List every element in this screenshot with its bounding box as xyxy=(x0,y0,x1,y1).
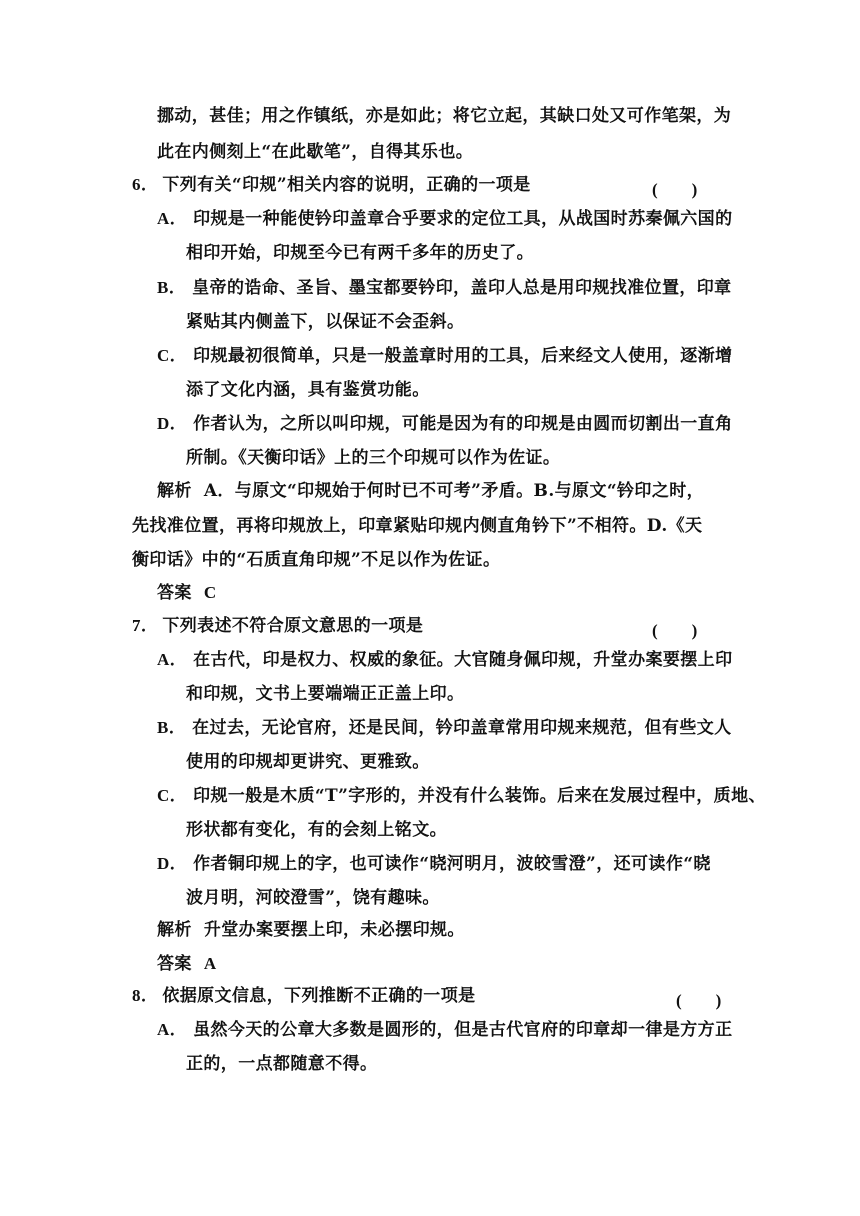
option-a-cont: 相印开始，印规至今已有两千多年的历史了。 xyxy=(186,243,534,263)
option-letter: D． xyxy=(157,854,188,873)
option-a xyxy=(157,209,732,229)
option-text: 印规是一种能使钤印盖章合乎要求的定位工具，从战国时苏秦佩六国的 xyxy=(193,209,733,229)
answer-label: 答案 xyxy=(157,954,192,974)
option-a-cont: 正的，一点都随意不得。 xyxy=(186,1054,378,1074)
option-letter: B． xyxy=(157,718,187,737)
intro-line-1: 挪动，甚佳；用之作镇纸，亦是如此；将它立起，其缺口处又可作笔架，为 xyxy=(157,106,732,126)
option-d-cont: 波月明，河皎澄雪”，饶有趣味。 xyxy=(186,888,440,908)
analysis-6-cont-1: 先找准位置，再将印规放上，印章紧贴印规内侧直角钤下”不相符。D.《天 xyxy=(132,516,703,536)
option-a xyxy=(157,1020,732,1040)
option-a xyxy=(157,650,732,670)
answer-blank: ( ) xyxy=(652,621,698,640)
option-b-cont: 使用的印规却更讲究、更雅致。 xyxy=(186,752,430,772)
analysis-label: 解析 xyxy=(157,481,192,501)
option-c-cont: 添了文化内涵，具有鉴赏功能。 xyxy=(186,380,430,400)
answer-label: 答案 xyxy=(157,583,192,603)
option-c xyxy=(157,346,732,366)
option-a-cont: 和印规，文书上要端端正正盖上印。 xyxy=(186,684,465,704)
option-text: 印规一般是木质“T”字形的，并没有什么装饰。后来在发展过程中，质地、 xyxy=(193,786,766,806)
option-text: 虽然今天的公章大多数是圆形的，但是古代官府的印章却一律是方方正 xyxy=(193,1020,733,1040)
question-number: 7． xyxy=(132,616,159,635)
option-d xyxy=(157,854,711,874)
question-text: 依据原文信息，下列推断不正确的一项是 xyxy=(162,986,476,1006)
option-letter: A． xyxy=(157,650,188,669)
answer-6 xyxy=(157,583,217,603)
option-b-cont: 紧贴其内侧盖下，以保证不会歪斜。 xyxy=(186,312,465,332)
question-number: 8． xyxy=(132,986,159,1005)
option-d xyxy=(157,414,732,434)
option-b xyxy=(157,718,732,738)
option-text: 在古代，印是权力、权威的象征。大官随身佩印规，升堂办案要摆上印 xyxy=(193,650,733,670)
analysis-label: 解析 xyxy=(157,920,192,940)
question-6-stem xyxy=(132,175,531,195)
option-d-cont: 所制。《天衡印话》上的三个印规可以作为佐证。 xyxy=(186,448,561,468)
analysis-6-cont-2: 衡印话》中的“石质直角印规”不足以作为佐证。 xyxy=(132,550,501,570)
option-c-cont: 形状都有变化，有的会刻上铭文。 xyxy=(186,820,447,840)
answer-7 xyxy=(157,954,217,974)
option-text: 皇帝的诰命、圣旨、墨宝都要钤印，盖印人总是用印规找准位置，印章 xyxy=(192,278,732,298)
analysis-text: A．与原文“印规始于何时已不可考”矛盾。B.与原文“钤印之时， xyxy=(203,481,705,501)
option-text: 印规最初很简单，只是一般盖章时用的工具，后来经文人使用，逐渐增 xyxy=(193,346,733,366)
option-letter: C． xyxy=(157,786,188,805)
option-text: 作者认为，之所以叫印规，可能是因为有的印规是由圆而切割出一直角 xyxy=(193,414,733,434)
analysis-6 xyxy=(157,481,704,501)
question-8-stem xyxy=(132,986,476,1006)
option-c xyxy=(157,786,766,806)
intro-line-2: 此在内侧刻上“在此歇笔”，自得其乐也。 xyxy=(157,142,474,162)
answer-blank: ( ) xyxy=(652,180,698,199)
option-letter: B． xyxy=(157,278,187,297)
option-b xyxy=(157,278,732,298)
answer-value: C xyxy=(203,583,217,602)
question-number: 6． xyxy=(132,175,159,194)
option-text: 作者铜印规上的字，也可读作“晓河明月，波皎雪澄”，还可读作“晓 xyxy=(193,854,711,874)
answer-value: A xyxy=(203,954,217,973)
option-letter: D． xyxy=(157,414,188,433)
question-text: 下列有关“印规”相关内容的说明，正确的一项是 xyxy=(162,175,531,195)
answer-blank: ( ) xyxy=(676,991,722,1010)
option-text: 在过去，无论官府，还是民间，钤印盖章常用印规来规范，但有些文人 xyxy=(192,718,732,738)
question-text: 下列表述不符合原文意思的一项是 xyxy=(162,616,424,636)
option-letter: A． xyxy=(157,1020,188,1039)
option-letter: A． xyxy=(157,209,188,228)
option-letter: C． xyxy=(157,346,188,365)
analysis-text: 升堂办案要摆上印，未必摆印规。 xyxy=(203,920,465,940)
analysis-7 xyxy=(157,920,465,940)
question-7-stem xyxy=(132,616,423,636)
